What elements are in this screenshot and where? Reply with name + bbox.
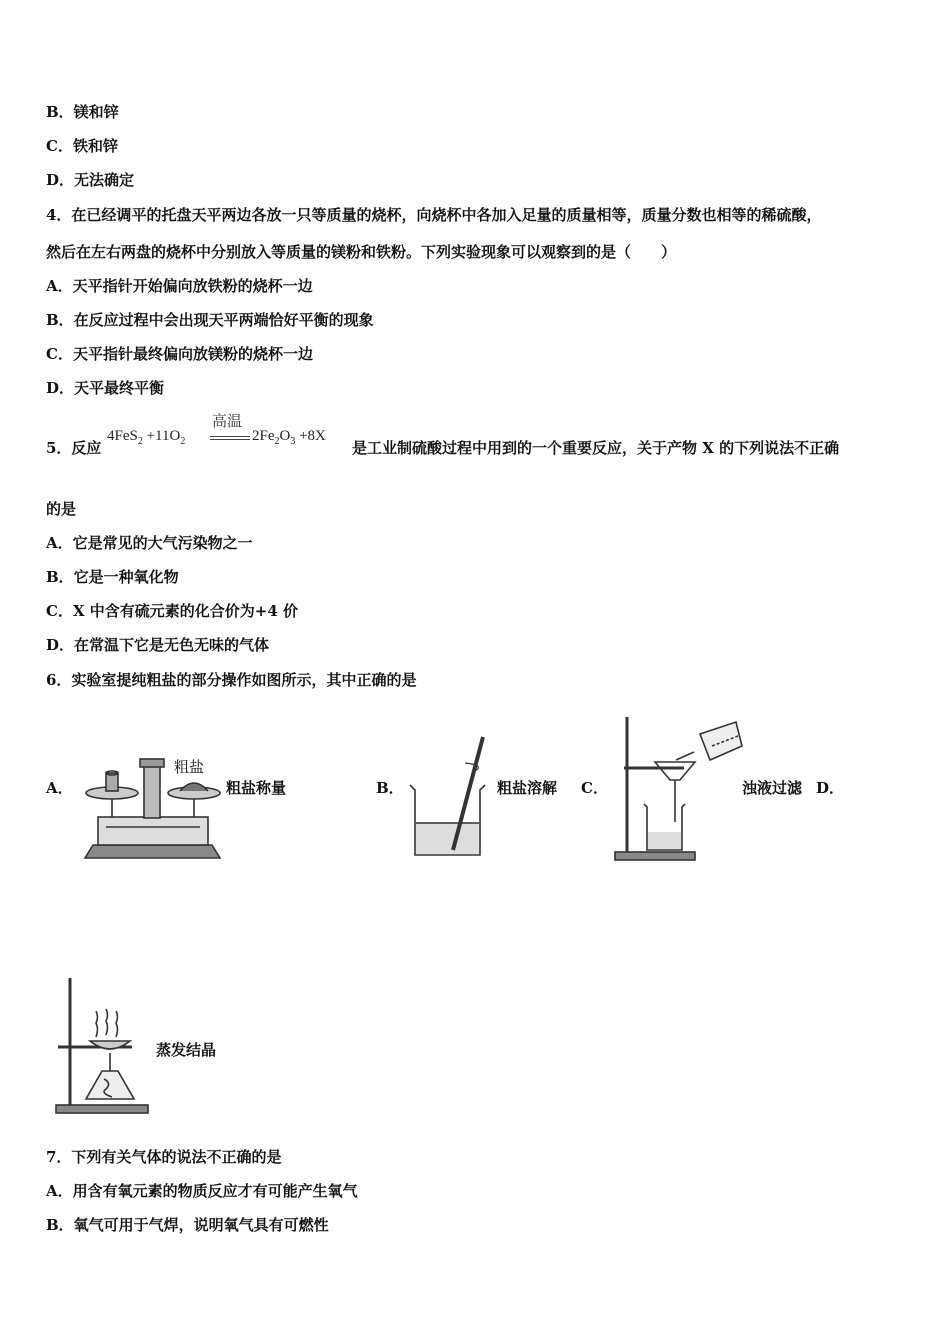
eq-o: O: [279, 428, 291, 444]
q6-a-letter: A．: [46, 779, 73, 797]
q5-equation-left: [107, 428, 185, 447]
q6-b-label: 粗盐溶解: [497, 779, 558, 797]
q3-option-b: B．镁和锌: [46, 103, 119, 121]
q7-option-a: A．用含有氧元素的物质反应才有可能产生氧气: [46, 1182, 358, 1200]
q7-stem: 7．下列有关气体的说法不正确的是: [46, 1148, 282, 1166]
q6-a-label: 粗盐称量: [226, 779, 287, 797]
q6-a-salt-tag: 粗盐: [174, 758, 205, 776]
eq-sub: 2: [137, 436, 143, 447]
q4-option-a: A．天平指针开始偏向放铁粉的烧杯一边: [46, 277, 313, 295]
q5-option-c: C．X 中含有硫元素的化合价为+4 价: [46, 602, 299, 620]
q6-b-letter: B．: [376, 779, 404, 797]
eq-fe: 2Fe: [252, 428, 275, 444]
eq-8x: +8X: [299, 428, 326, 444]
q5-equation-right: [252, 428, 326, 447]
eq-sub: 2: [180, 436, 186, 447]
q5-equals-bar-bottom: [210, 439, 250, 440]
q4-option-c: C．天平指针最终偏向放镁粉的烧杯一边: [46, 345, 313, 363]
eq-fes2: 4FeS: [107, 428, 138, 444]
q4-stem-line2: 然后在左右两盘的烧杯中分别放入等质量的镁粉和铁粉。下列实验现象可以观察到的是（ ）: [46, 243, 677, 261]
q7-option-b: B．氧气可用于气焊，说明氧气具有可燃性: [46, 1216, 329, 1234]
q5-option-b: B．它是一种氧化物: [46, 568, 179, 586]
q6-stem: 6．实验室提纯粗盐的部分操作如图所示，其中正确的是: [46, 671, 417, 689]
q4-stem-line1: 4．在已经调平的托盘天平两边各放一只等质量的烧杯，向烧杯中各加入足量的质量相等，质量分数也相等的稀硫酸，: [46, 206, 822, 224]
q5-equals-bar-top: [210, 436, 250, 437]
q5-option-a: A．它是常见的大气污染物之一: [46, 534, 253, 552]
q3-option-c: C．铁和锌: [46, 137, 118, 155]
q6-c-label: 浊液过滤: [742, 779, 803, 797]
filtration-figure: [612, 712, 744, 862]
q6-d-letter: D．: [816, 779, 845, 797]
q5-condition: 高温: [212, 412, 243, 430]
q6-c-letter: C．: [581, 779, 608, 797]
evaporation-figure: [52, 975, 152, 1115]
eq-o2: +11O: [146, 428, 181, 444]
q4-option-b: B．在反应过程中会出现天平两端恰好平衡的现象: [46, 311, 374, 329]
eq-sub: 2: [274, 436, 280, 447]
q5-option-d: D．在常温下它是无色无味的气体: [46, 636, 270, 654]
q6-d-label: 蒸发结晶: [156, 1041, 217, 1059]
q5-stem-line2: 的是: [46, 500, 77, 518]
q4-option-d: D．天平最终平衡: [46, 379, 165, 397]
q5-prefix: 5．反应: [46, 439, 102, 457]
dissolving-beaker-figure: [405, 735, 495, 860]
q5-stem-suffix: 是工业制硫酸过程中用到的一个重要反应，关于产物 X 的下列说法不正确: [352, 439, 840, 457]
eq-sub: 3: [290, 436, 296, 447]
q3-option-d: D．无法确定: [46, 171, 135, 189]
